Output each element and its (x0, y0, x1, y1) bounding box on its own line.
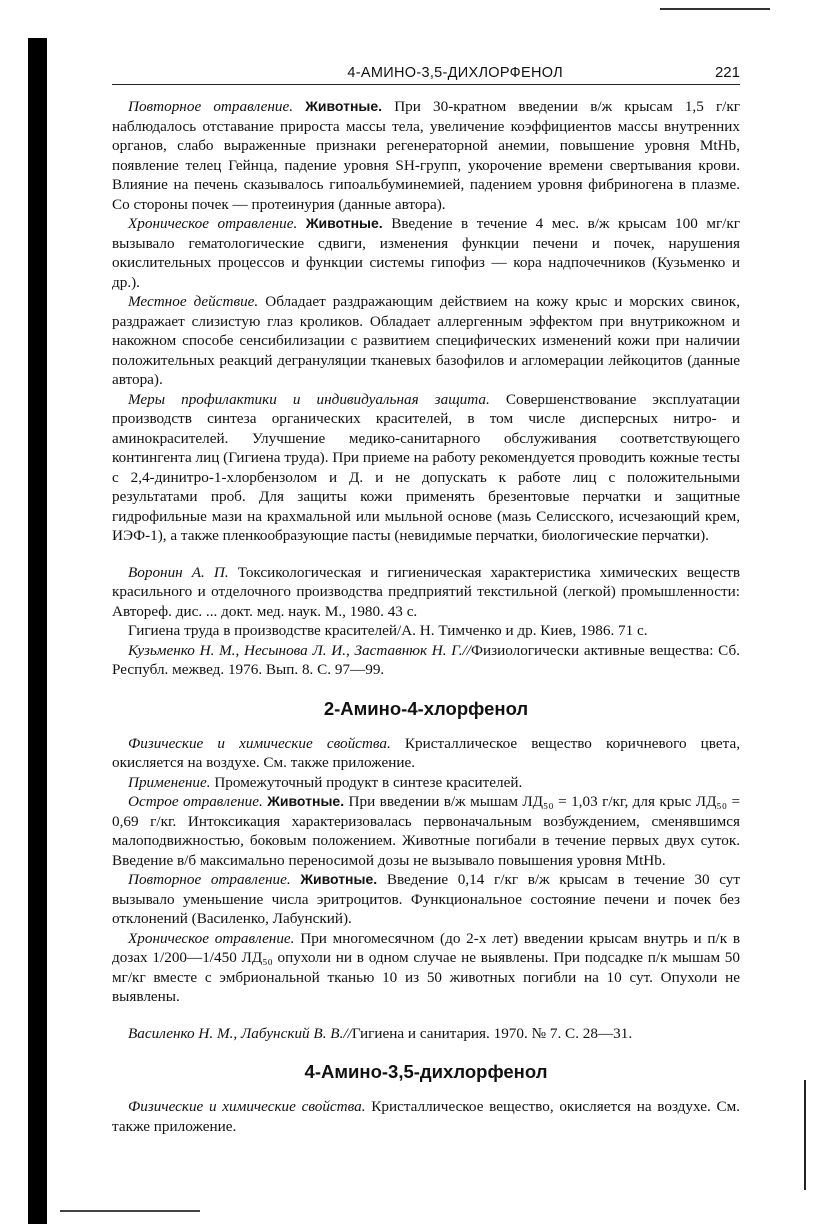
paragraph-label: Повторное отравление. (128, 98, 294, 115)
reference-author: Кузьменко Н. М., Несынова Л. И., Заставнюк Н. Г.// (128, 641, 471, 659)
reference-author: Василенко Н. М., Лабунский В. В.// (128, 1024, 352, 1042)
animals-label: Животные. (300, 871, 378, 887)
section-continued (112, 97, 740, 680)
running-head: 4-АМИНО-3,5-ДИХЛОРФЕНОЛ (347, 65, 563, 81)
reference-item (112, 621, 740, 641)
animals-label: Животные. (267, 793, 345, 809)
scan-mark-bottom (60, 1210, 200, 1212)
paragraph-label: Острое отравление. (128, 793, 263, 810)
reference-text: Физиологически активные вещества: Сб. Республ. межвед. 1976. Вып. 8. С. 97—99. (112, 641, 740, 678)
scan-edge-shadow (28, 38, 47, 1224)
animals-label: Животные. (305, 215, 383, 231)
paragraph-properties (112, 1097, 740, 1136)
paragraph-repeated-poisoning (112, 97, 740, 214)
paragraph-label: Физические и химические свойства. (128, 734, 391, 752)
paragraph-text: Введение в течение 4 мес. в/ж крысам 100 мг/кг вызывало гематологические сдвиги, изменения функции печени и почек, нарушения окислительных процессов и функции системы гипофиз — кора надпочечников (Кузьменко и др.). (112, 215, 740, 291)
animals-label: Животные. (305, 98, 383, 114)
section-2-amino-4-chlorophenol (112, 734, 740, 1044)
paragraph-application (112, 773, 740, 793)
paragraph-text: Совершенствование эксплуатации производств синтеза органических красителей, в том числе дисперсных нитро- и аминокрасителей. Улучшение медико-санитарного обслуживания соответствующего контингента лиц (Гигиена труда). При приеме на работу рекомендуется проводить кожные тесты с 2,4-динитро-1-хлорбензолом и Д. и не допускать к работе лиц с положительными результатами проб. Для защиты кожи применять брезентовые перчатки и защитные гидрофильные мази на крахмальной или мыльной основе (мазь Селисского, исчезающий крем, ИЭФ-1), а также пленкообразующие пасты (невидимые перчатки, биологические перчатки). (112, 390, 741, 544)
reference-text: Токсикологическая и гигиеническая характеристика химических веществ красильного и отделочного производства предприятий текстильной (легкой) промышленности: Автореф. дис. ... докт. мед. наук. М., 1980. 43 с. (112, 563, 741, 620)
paragraph-text: Введение 0,14 г/кг в/ж крысам в течение 30 сут вызывало уменьшение числа эритроцитов. Функциональное состояние печени и почек без отклонений (Василенко, Лабунский). (112, 871, 741, 927)
paragraph-text: Кристаллическое вещество коричневого цвета, окисляется на воздухе. См. также приложение. (112, 734, 740, 771)
paragraph-label: Хроническое отравление. (128, 215, 298, 232)
page-header (112, 64, 740, 85)
paragraph-label: Повторное отравление. (128, 871, 291, 888)
paragraph-text: При 30-кратном введении в/ж крысам 1,5 г/кг наблюдалось отставание прироста массы тела, увеличение коэффициентов массы внутренних органов, слабо выраженные признаки регенераторной анемии, повышение уровня MtHb, появление телец Гейнца, падение уровня SH-групп, укорочение времени свертывания крови. Влияние на печень сказывалось гипоальбуминемией, падением уровня фибриногена в плазме. Со стороны почек — протеинурия (данные автора). (112, 98, 740, 213)
reference-text: Гигиена и санитария. 1970. № 7. С. 28—31. (351, 1024, 633, 1042)
paragraph-label: Применение. (128, 773, 211, 791)
references (112, 563, 740, 680)
paragraph-chronic-poisoning (112, 214, 740, 292)
paragraph-text: Обладает раздражающим действием на кожу крыс и морских свинок, раздражает слизистую глаз кроликов. Обладает аллергенным эффектом при внутрикожном и накожном способе сенсибилизации с развитием специфических изменений кожи при наличии положительных реакций дегрануляции тканевых базофилов и агломерации лейкоцитов (данные автора). (112, 293, 740, 388)
page-number: 221 (714, 64, 740, 81)
reference-item (112, 1024, 740, 1044)
reference-text: Гигиена труда в производстве красителей/А. Н. Тимченко и др. Киев, 1986. 71 с. (128, 622, 648, 639)
paragraph-label: Физические и химические свойства. (128, 1098, 366, 1115)
scan-mark-top (660, 8, 770, 10)
paragraph-text: При многомесячном (до 2-х лет) введении крысам внутрь и п/к в дозах 1/200—1/450 ЛД₅₀ опухоли ни в одном случае не выявлены. При подсадке п/к мышам 50 мг/кг вместе с эмбриональной тканью 10 из 50 животных погибли на 10 сут. Опухоли не выявлены. (112, 929, 741, 1005)
paragraph-chronic-poisoning (112, 929, 740, 1007)
reference-author: Воронин А. П. (128, 563, 229, 581)
paragraph-local-action (112, 292, 740, 390)
reference-item (112, 563, 740, 622)
section-title: 4-Амино-3,5-дихлорфенол (304, 1061, 548, 1082)
paragraph-prevention (112, 390, 740, 546)
reference-item (112, 641, 740, 680)
paragraph-properties (112, 734, 740, 773)
section-4-amino-3-5-dichlorophenol (112, 1097, 740, 1136)
paragraph-label: Местное действие. (128, 293, 259, 310)
section-title: 2-Амино-4-хлорфенол (323, 697, 529, 719)
paragraph-repeated-poisoning (112, 870, 740, 929)
paragraph-text: Кристаллическое вещество, окисляется на воздухе. См. также приложение. (112, 1098, 741, 1135)
paragraph-text: При введении в/ж мышам ЛД₅₀ = 1,03 г/кг, для крыс ЛД₅₀ = 0,69 г/кг. Интоксикация характеризовалась первоначальным возбуждением, сменявшимся малоподвижностью, боковым положением. Животные погибали в течение первых двух суток. Введение в/б максимально переносимой дозы не вызывало повышения уровня MtHb. (112, 793, 741, 869)
paragraph-label: Хроническое отравление. (128, 929, 295, 947)
paragraph-acute-poisoning (112, 792, 740, 870)
paragraph-text: Промежуточный продукт в синтезе красителей. (214, 773, 523, 791)
scan-mark-right (804, 1080, 806, 1190)
paragraph-label: Меры профилактики и индивидуальная защита. (128, 390, 490, 408)
references (112, 1024, 740, 1044)
book-page (112, 64, 740, 1136)
